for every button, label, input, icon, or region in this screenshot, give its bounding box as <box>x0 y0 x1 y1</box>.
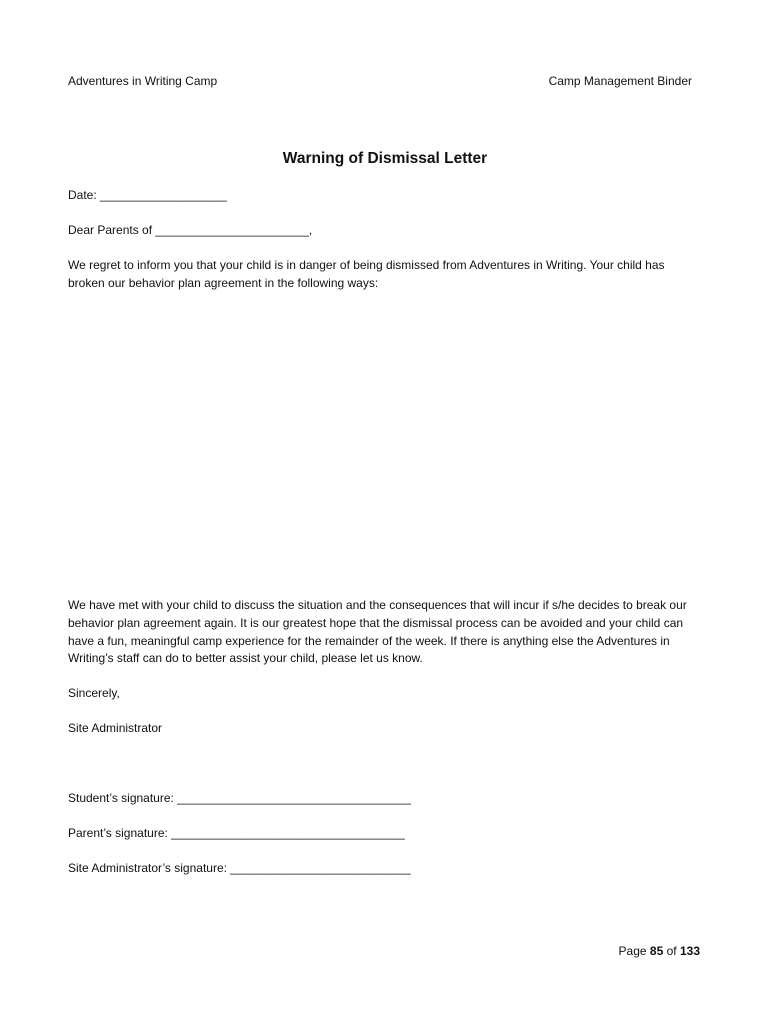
header-right-text: Camp Management Binder <box>548 74 692 88</box>
parent-signature-line: Parent’s signature: ___________________________________ <box>68 826 405 840</box>
dear-parents-line: Dear Parents of _______________________, <box>68 223 313 237</box>
body-paragraph-1: We regret to inform you that your child is in danger of being dismissed from Adventures in Writing. Your child has broken our behavior plan agreement in the following ways: <box>68 258 665 290</box>
of-label: of <box>666 944 677 958</box>
site-admin-signature-line: Site Administrator’s signature: ___________________________ <box>68 861 411 875</box>
document-title: Warning of Dismissal Letter <box>282 150 488 167</box>
page-footer <box>619 944 700 958</box>
student-signature-line: Student’s signature: ___________________________________ <box>68 791 411 805</box>
closing-sincerely: Sincerely, <box>68 686 120 700</box>
total-pages: 133 <box>679 944 700 958</box>
body-paragraph-2: We have met with your child to discuss the situation and the consequences that will incur if s/he decides to break our behavior plan agreement again. It is our greatest hope that the dismissal process can be avoided and your child can have a fun, meaningful camp experience for the remainder of the week. If there is anything else the Adventures in Writing’s staff can do to better assist your child, please let us know. <box>68 598 687 666</box>
closing-signer: Site Administrator <box>68 721 163 735</box>
page-label: Page <box>618 944 647 958</box>
page-number: 85 <box>649 944 664 958</box>
header-left-text: Adventures in Writing Camp <box>68 74 218 88</box>
date-line: Date: ___________________ <box>68 188 227 202</box>
